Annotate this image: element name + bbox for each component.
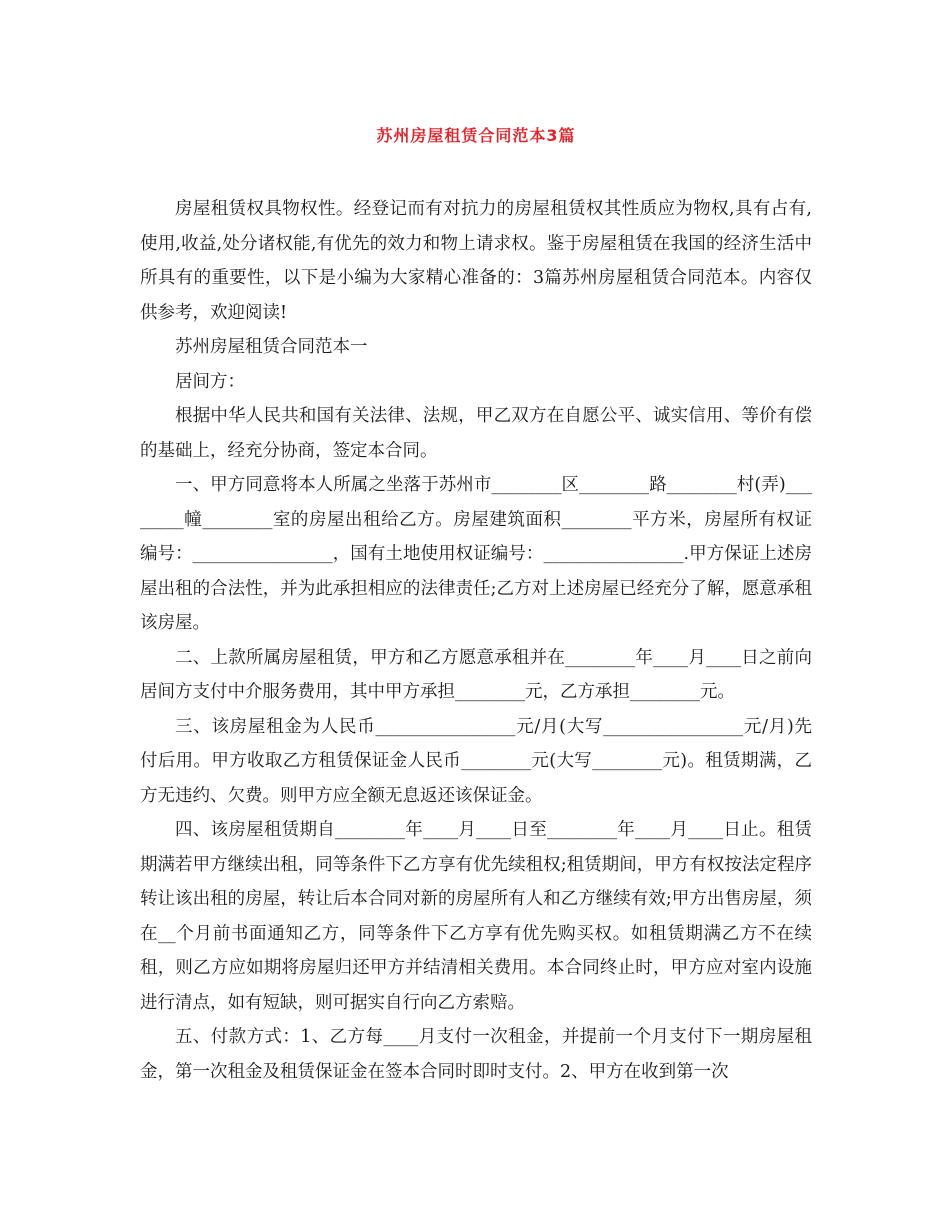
clause-2: 二、上款所属房屋租赁，甲方和乙方愿意承租并在________年____月____日之前向居间方支付中介服务费用，其中甲方承担________元，乙方承担________元。 xyxy=(140,647,812,702)
clause-3: 三、该房屋租金为人民币________________元/月(大写________________元/月)先付后用。甲方收取乙方租赁保证金人民币________元(大写________元)。租赁期满，乙方无违约、欠费。则甲方应全额无息返还该保证金。 xyxy=(140,716,812,806)
clause-5: 五、付款方式：1、乙方每____月支付一次租金，并提前一个月支付下一期房屋租金，第一次租金及租赁保证金在签本合同时即时支付。2、甲方在收到第一次 xyxy=(140,1027,812,1082)
intermediary-line: 居间方： xyxy=(175,371,245,392)
document-title: 苏州房屋租赁合同范本3篇 xyxy=(376,126,576,145)
document-body xyxy=(140,192,812,1089)
intro-paragraph: 房屋租赁权具物权性。经登记而有对抗力的房屋租赁权其性质应为物权,具有占有,使用,收益,处分诸权能,有优先的效力和物上请求权。鉴于房屋租赁在我国的经济生活中所具有的重要性，以下是小编为大家精心准备的：3篇苏州房屋租赁合同范本。内容仅供参考，欢迎阅读! xyxy=(140,199,812,323)
preamble-paragraph: 根据中华人民共和国有关法律、法规，甲乙双方在自愿公平、诚实信用、等价有偿的基础上，经充分协商，签定本合同。 xyxy=(140,406,812,461)
document-page xyxy=(140,0,812,1089)
clause-1: 一、甲方同意将本人所属之坐落于苏州市________区________路________村(弄)________幢________室的房屋出租给乙方。房屋建筑面积________平方米，房屋所有权证编号：________________，国有土地使用权证编号：________________.甲方保证上述房屋出租的合法性，并为此承担相应的法律责任;乙方对上述房屋已经充分了解，愿意承租该房屋。 xyxy=(140,475,812,633)
clause-4: 四、该房屋租赁期自________年____月____日至________年____月____日止。租赁期满若甲方继续出租，同等条件下乙方享有优先续租权;租赁期间，甲方有权按法定程序转让该出租的房屋，转让后本合同对新的房屋所有人和乙方继续有效;甲方出售房屋，须在__个月前书面通知乙方，同等条件下乙方享有优先购买权。如租赁期满乙方不在续租，则乙方应如期将房屋归还甲方并结清相关费用。本合同终止时，甲方应对室内设施进行清点，如有短缺，则可据实自行向乙方索赔。 xyxy=(140,820,812,1013)
section-heading: 苏州房屋租赁合同范本一 xyxy=(175,337,368,357)
